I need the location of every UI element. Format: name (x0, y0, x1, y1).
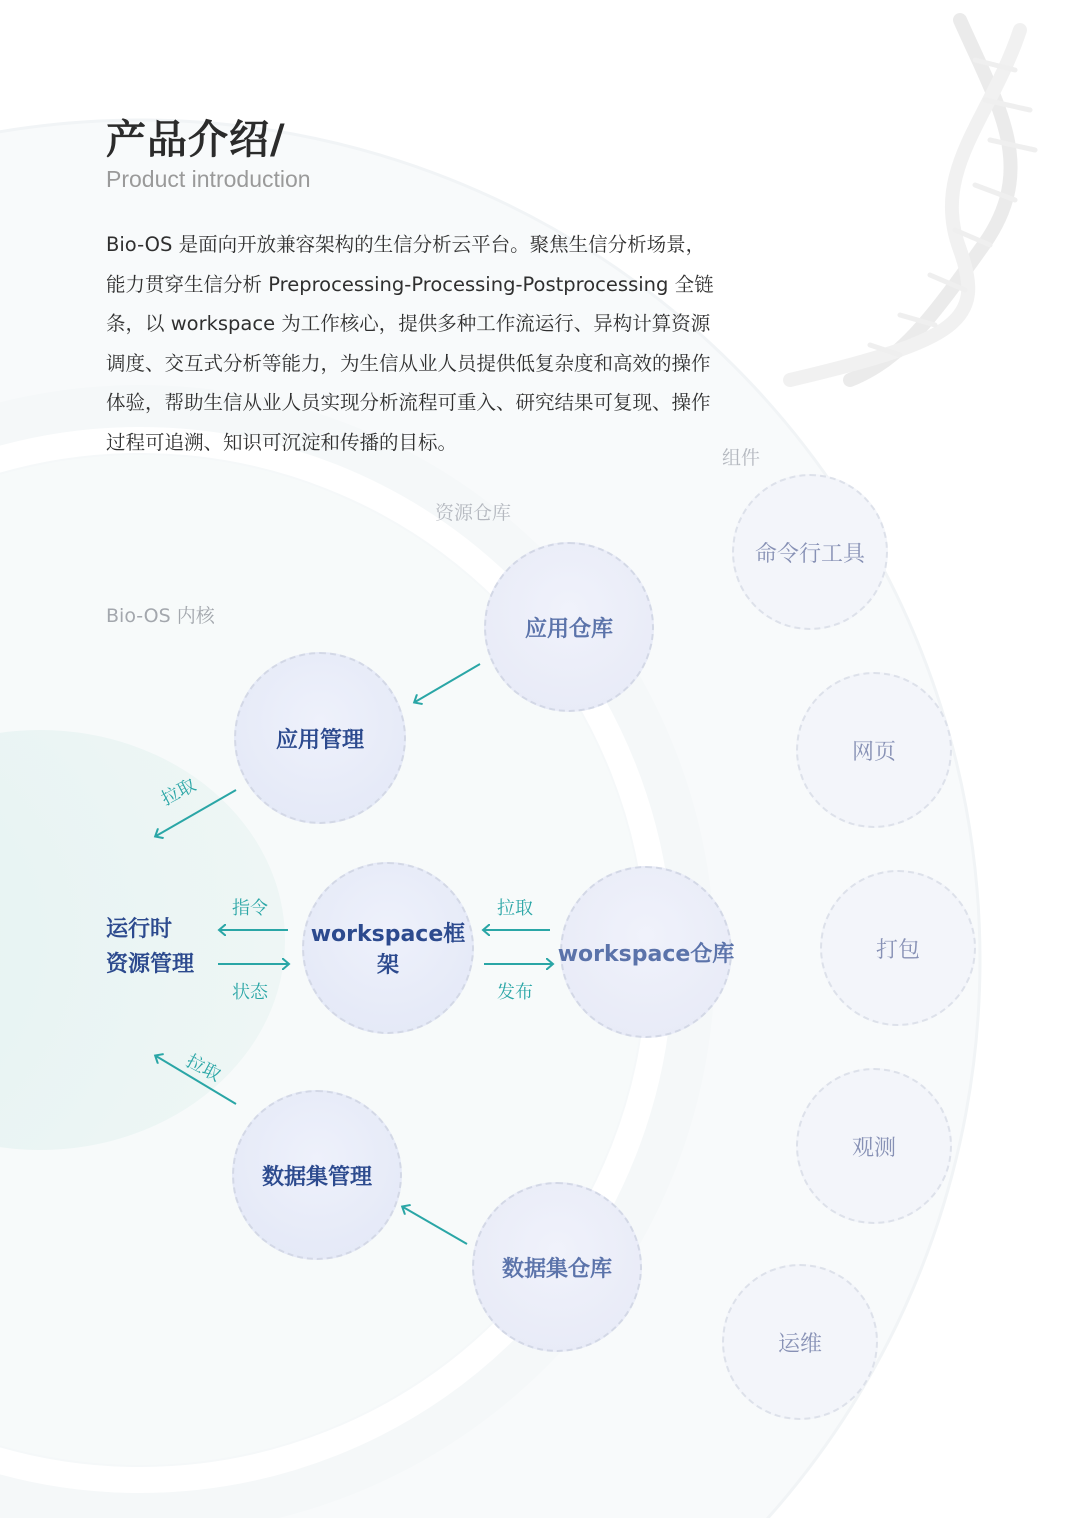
node-web (796, 672, 952, 828)
node-observability (796, 1068, 952, 1224)
node-packaging (820, 870, 976, 1026)
node-label: 应用管理 (275, 727, 364, 753)
node-workspace-repo (557, 866, 735, 1038)
node-label: 命令行工具 (754, 541, 865, 567)
runtime-line: 资源管理 (106, 952, 195, 977)
edge-label-publish: 发布 (497, 982, 533, 1003)
edge-label-pull-upper: 拉取 (157, 774, 200, 811)
node-label: 打包 (875, 937, 920, 963)
page-subtitle: Product introduction (106, 166, 311, 192)
edge-label-pull-lower: 拉取 (182, 1050, 225, 1087)
node-label: 数据集仓库 (501, 1256, 612, 1282)
runtime-resource-management (106, 912, 194, 982)
intro-line: 体验，帮助生信从业人员实现分析流程可重入、研究结果可复现、操作 (106, 391, 711, 414)
node-label: 数据集管理 (261, 1164, 372, 1190)
intro-line: 能力贯穿生信分析 Preprocessing-Processing-Postprocessing 全链 (106, 272, 714, 296)
node-label: 网页 (851, 739, 896, 765)
intro-line: 过程可追溯、知识可沉淀和传播的目标。 (106, 430, 458, 454)
node-operations (722, 1264, 878, 1420)
node-workspace-framework (302, 862, 474, 1034)
node-dataset-repo (472, 1182, 642, 1352)
ring-label-repo: 资源仓库 (435, 502, 512, 524)
ring-label-components: 组件 (722, 447, 761, 469)
dna-decoration (790, 20, 1035, 380)
node-label: 应用仓库 (524, 616, 613, 642)
page-title: 产品介绍/ (106, 117, 286, 163)
node-cli-tools (732, 474, 888, 630)
edge-label-status: 状态 (232, 982, 268, 1003)
node-label: 运维 (777, 1331, 822, 1357)
node-app-management (234, 652, 406, 824)
node-app-repo (484, 542, 654, 712)
runtime-line: 运行时 (106, 917, 173, 942)
edge-label-pull-repo: 拉取 (497, 898, 533, 919)
intro-line: 调度、交互式分析等能力，为生信从业人员提供低复杂度和高效的操作 (106, 351, 711, 375)
node-dataset-management (232, 1090, 402, 1260)
ring-label-core: Bio-OS 内核 (106, 605, 215, 627)
node-label: workspace仓库 (557, 941, 735, 967)
node-label: 观测 (851, 1135, 896, 1161)
intro-line: 条，以 workspace 为工作核心，提供多种工作流运行、异构计算资源 (106, 312, 711, 335)
intro-paragraph (106, 225, 766, 462)
edge-label-command: 指令 (232, 898, 268, 919)
node-label: workspace框架 (310, 922, 466, 978)
intro-line: Bio-OS 是面向开放兼容架构的生信分析云平台。聚焦生信分析场景， (106, 233, 706, 256)
